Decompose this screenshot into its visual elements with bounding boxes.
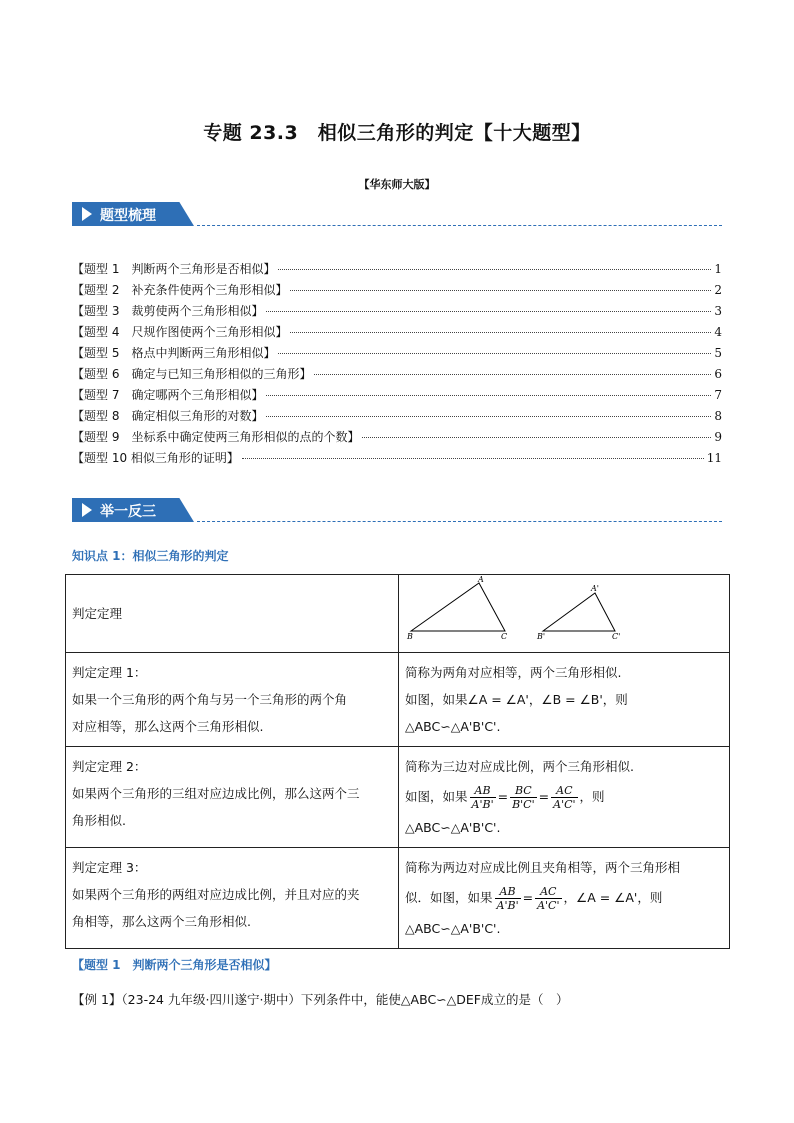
- fraction-bc: $\frac{BC}{B'C'}$: [512, 784, 535, 811]
- section-label: 举一反三: [100, 504, 156, 520]
- toc-item-page: 5: [714, 346, 722, 360]
- toc-item-page: 9: [714, 430, 722, 444]
- toc-item-page: 3: [714, 304, 722, 318]
- document-title: 专题 23.3 相似三角形的判定【十大题型】: [203, 122, 591, 144]
- toc-item-label: 【题型 10 相似三角形的证明】: [72, 451, 239, 465]
- edition-subtitle: 【华东师大版】: [358, 178, 436, 191]
- toc-item-page: 4: [714, 325, 722, 339]
- toc-item-label: 【题型 1 判断两个三角形是否相似】: [72, 262, 276, 276]
- theorem2-summary: 简称为三边对应成比例，两个三角形相似. 如图，如果 $\frac{AB}{A'B'}$ = $\frac{BC}{B'C'}$ = $\frac{AC}{A'C'}$ ，则 △ABC∽△A'B'C'.: [399, 747, 730, 848]
- figure-cell: [399, 575, 730, 653]
- toc-item[interactable]: [72, 260, 722, 281]
- label-C: C: [501, 632, 508, 641]
- label-B-prime: B': [537, 632, 546, 641]
- leader-dots: [278, 353, 711, 354]
- toc-item-label: 【题型 7 确定哪两个三角形相似】: [72, 388, 264, 402]
- fraction-ac: $\frac{AC}{A'C'}$: [537, 885, 560, 912]
- example1-question: 【例 1】（23-24 九年级·四川遂宁·期中）下列条件中，能使△ABC∽△DEF成立的是（ ）: [72, 992, 569, 1007]
- table-row: [66, 747, 730, 848]
- toc-item-label: 【题型 2 补充条件使两个三角形相似】: [72, 283, 288, 297]
- knowledge-point-title: 知识点 1：相似三角形的判定: [72, 549, 229, 563]
- label-A: A: [478, 575, 484, 584]
- play-arrow-icon: [82, 503, 92, 517]
- toc-item[interactable]: [72, 449, 722, 470]
- label-B: B: [407, 632, 413, 641]
- theorem3-summary: 简称为两边对应成比例且夹角相等，两个三角形相 似．如图，如果 $\frac{AB}{A'B'}$ = $\frac{AC}{A'C'}$ ，∠A = ∠A'，则 △ABC∽△A'B'C'.: [399, 848, 730, 949]
- toc-item[interactable]: [72, 407, 722, 428]
- section-label: 题型梳理: [100, 208, 156, 224]
- label-A-prime: A': [591, 584, 599, 593]
- leader-dots: [266, 395, 711, 396]
- type1-heading: 【题型 1 判断两个三角形是否相似】: [72, 958, 277, 972]
- section-header-examples: [72, 498, 722, 524]
- leader-dots: [266, 416, 711, 417]
- leader-dots: [290, 332, 711, 333]
- toc-item[interactable]: [72, 302, 722, 323]
- toc-item[interactable]: [72, 323, 722, 344]
- toc-item-label: 【题型 5 格点中判断两三角形相似】: [72, 346, 276, 360]
- leader-dots: [290, 290, 711, 291]
- toc-item-page: 6: [714, 367, 722, 381]
- theorem-table: [65, 574, 730, 949]
- toc-item[interactable]: [72, 386, 722, 407]
- toc-item[interactable]: [72, 344, 722, 365]
- similar-triangles-figure: [399, 575, 729, 643]
- fraction-ac: $\frac{AC}{A'C'}$: [553, 784, 576, 811]
- fraction-ab: $\frac{AB}{A'B'}$: [496, 885, 519, 912]
- toc-item-label: 【题型 4 尺规作图使两个三角形相似】: [72, 325, 288, 339]
- table-of-contents: [72, 260, 722, 470]
- play-arrow-icon: [82, 207, 92, 221]
- toc-item-label: 【题型 6 确定与已知三角形相似的三角形】: [72, 367, 312, 381]
- leader-dots: [314, 374, 711, 375]
- leader-dots: [242, 458, 704, 459]
- leader-dots: [362, 437, 711, 438]
- toc-item-page: 2: [714, 283, 722, 297]
- toc-item-label: 【题型 3 裁剪使两个三角形相似】: [72, 304, 264, 318]
- toc-item-label: 【题型 8 确定相似三角形的对数】: [72, 409, 264, 423]
- theorem1-summary: 简称为两角对应相等，两个三角形相似. 如图，如果∠A = ∠A'，∠B = ∠B'，则 △ABC∽△A'B'C'.: [399, 653, 730, 747]
- label-C-prime: C': [612, 632, 621, 641]
- table-row: [66, 848, 730, 949]
- toc-item[interactable]: [72, 365, 722, 386]
- theorem1-statement: 判定定理 1： 如果一个三角形的两个角与另一个三角形的两个角 对应相等，那么这两个三角形相似.: [66, 653, 399, 747]
- header-cell: 判定定理: [66, 575, 399, 653]
- leader-dots: [266, 311, 711, 312]
- leader-dots: [278, 269, 711, 270]
- section-header-overview: [72, 202, 722, 228]
- toc-item-page: 1: [714, 262, 722, 276]
- table-row: [66, 653, 730, 747]
- theorem3-statement: 判定定理 3： 如果两个三角形的两组对应边成比例，并且对应的夹 角相等，那么这两个三角形相似.: [66, 848, 399, 949]
- toc-item[interactable]: [72, 281, 722, 302]
- theorem2-statement: 判定定理 2： 如果两个三角形的三组对应边成比例，那么这两个三 角形相似.: [66, 747, 399, 848]
- fraction-ab: $\frac{AB}{A'B'}$: [471, 784, 494, 811]
- toc-item[interactable]: [72, 428, 722, 449]
- table-row: [66, 575, 730, 653]
- toc-item-page: 11: [706, 451, 722, 465]
- toc-item-page: 7: [714, 388, 722, 402]
- toc-item-page: 8: [714, 409, 722, 423]
- toc-item-label: 【题型 9 坐标系中确定使两三角形相似的点的个数】: [72, 430, 360, 444]
